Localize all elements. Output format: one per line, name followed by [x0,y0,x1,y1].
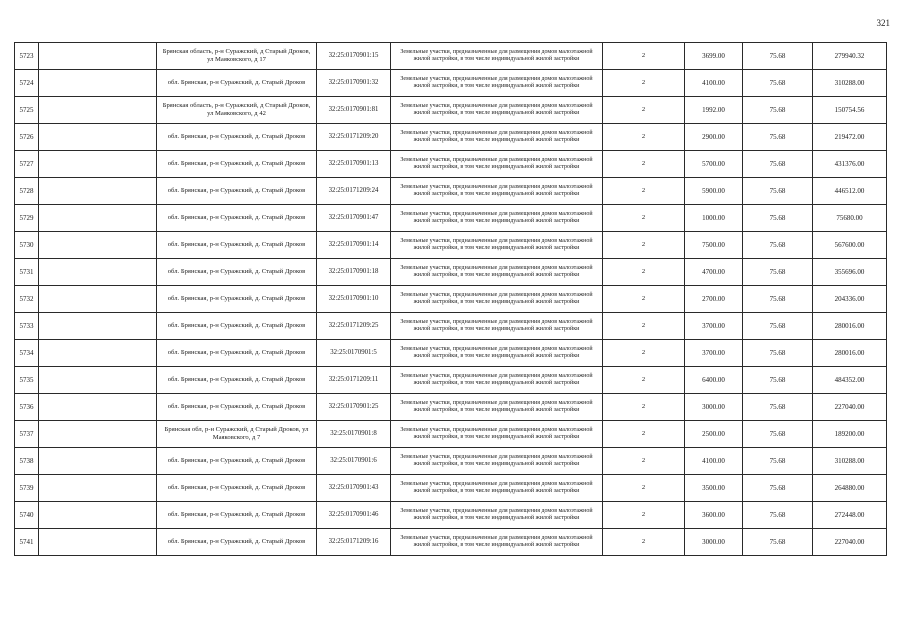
cadastral-value-cell: 264880.00 [813,475,887,502]
cadastral-number-cell: 32:25:0171209:20 [317,124,391,151]
area-cell: 3500.00 [685,475,743,502]
table-row [15,259,887,286]
table-row [15,124,887,151]
land-use-cell: Земельные участки, предназначенные для размещения домов малоэтажной жилой застройки, в том числе индивидуальной жилой застройки [391,502,603,529]
address-cell: Брянская обл, р-н Суражский, д Старый Дроков, ул Маяковского, д 7 [157,421,317,448]
table-row [15,421,887,448]
group-cell: 2 [603,151,685,178]
row-number-cell: 5727 [15,151,39,178]
cadastral-number-cell: 32:25:0170901:32 [317,70,391,97]
cadastral-value-cell: 280016.00 [813,313,887,340]
table-row [15,286,887,313]
table-body [15,43,887,556]
table-row [15,205,887,232]
blank-cell [39,448,157,475]
cadastral-number-cell: 32:25:0170901:25 [317,394,391,421]
rate-cell: 75.68 [743,259,813,286]
cadastral-value-cell: 280016.00 [813,340,887,367]
land-use-cell: Земельные участки, предназначенные для размещения домов малоэтажной жилой застройки, в том числе индивидуальной жилой застройки [391,124,603,151]
rate-cell: 75.68 [743,70,813,97]
cadastral-number-cell: 32:25:0170901:47 [317,205,391,232]
address-cell: обл. Брянская, р-н Суражский, д. Старый Дроков [157,232,317,259]
group-cell: 2 [603,232,685,259]
address-cell: Брянская область, р-н Суражский, д Старый Дроков, ул Маяковского, д 17 [157,43,317,70]
table-row [15,502,887,529]
blank-cell [39,475,157,502]
rate-cell: 75.68 [743,205,813,232]
group-cell: 2 [603,70,685,97]
group-cell: 2 [603,205,685,232]
row-number-cell: 5736 [15,394,39,421]
area-cell: 3000.00 [685,529,743,556]
land-use-cell: Земельные участки, предназначенные для размещения домов малоэтажной жилой застройки, в том числе индивидуальной жилой застройки [391,367,603,394]
blank-cell [39,502,157,529]
cadastral-value-cell: 219472.00 [813,124,887,151]
area-cell: 2500.00 [685,421,743,448]
blank-cell [39,97,157,124]
rate-cell: 75.68 [743,124,813,151]
rate-cell: 75.68 [743,97,813,124]
cadastral-value-cell: 204336.00 [813,286,887,313]
group-cell: 2 [603,394,685,421]
rate-cell: 75.68 [743,529,813,556]
table-row [15,394,887,421]
area-cell: 3000.00 [685,394,743,421]
blank-cell [39,286,157,313]
area-cell: 4700.00 [685,259,743,286]
address-cell: обл. Брянская, р-н Суражский, д. Старый Дроков [157,286,317,313]
area-cell: 4100.00 [685,70,743,97]
cadastral-number-cell: 32:25:0170901:15 [317,43,391,70]
rate-cell: 75.68 [743,394,813,421]
area-cell: 4100.00 [685,448,743,475]
cadastral-value-cell: 310288.00 [813,448,887,475]
address-cell: обл. Брянская, р-н Суражский, д. Старый Дроков [157,448,317,475]
land-use-cell: Земельные участки, предназначенные для размещения домов малоэтажной жилой застройки, в том числе индивидуальной жилой застройки [391,259,603,286]
cadastral-number-cell: 32:25:0171209:11 [317,367,391,394]
table-row [15,232,887,259]
rate-cell: 75.68 [743,286,813,313]
page-number: 321 [876,18,890,28]
area-cell: 3700.00 [685,340,743,367]
area-cell: 5700.00 [685,151,743,178]
blank-cell [39,313,157,340]
cadastral-number-cell: 32:25:0170901:6 [317,448,391,475]
address-cell: обл. Брянская, р-н Суражский, д. Старый Дроков [157,475,317,502]
cadastral-number-cell: 32:25:0171209:24 [317,178,391,205]
area-cell: 3699.00 [685,43,743,70]
table-row [15,340,887,367]
group-cell: 2 [603,475,685,502]
cadastral-number-cell: 32:25:0170901:5 [317,340,391,367]
group-cell: 2 [603,124,685,151]
table-row [15,97,887,124]
cadastral-value-cell: 279940.32 [813,43,887,70]
cadastral-number-cell: 32:25:0170901:13 [317,151,391,178]
address-cell: обл. Брянская, р-н Суражский, д. Старый Дроков [157,367,317,394]
area-cell: 1992.00 [685,97,743,124]
cadastral-number-cell: 32:25:0170901:46 [317,502,391,529]
row-number-cell: 5726 [15,124,39,151]
group-cell: 2 [603,421,685,448]
rate-cell: 75.68 [743,232,813,259]
rate-cell: 75.68 [743,43,813,70]
table-row [15,448,887,475]
cadastral-number-cell: 32:25:0170901:8 [317,421,391,448]
area-cell: 7500.00 [685,232,743,259]
row-number-cell: 5735 [15,367,39,394]
address-cell: обл. Брянская, р-н Суражский, д. Старый Дроков [157,340,317,367]
area-cell: 1000.00 [685,205,743,232]
address-cell: обл. Брянская, р-н Суражский, д. Старый Дроков [157,259,317,286]
group-cell: 2 [603,502,685,529]
cadastral-value-cell: 189200.00 [813,421,887,448]
group-cell: 2 [603,448,685,475]
cadastral-number-cell: 32:25:0170901:43 [317,475,391,502]
rate-cell: 75.68 [743,367,813,394]
land-use-cell: Земельные участки, предназначенные для размещения домов малоэтажной жилой застройки, в том числе индивидуальной жилой застройки [391,232,603,259]
address-cell: обл. Брянская, р-н Суражский, д. Старый Дроков [157,178,317,205]
area-cell: 6400.00 [685,367,743,394]
cadastral-number-cell: 32:25:0170901:10 [317,286,391,313]
land-use-cell: Земельные участки, предназначенные для размещения домов малоэтажной жилой застройки, в том числе индивидуальной жилой застройки [391,43,603,70]
group-cell: 2 [603,529,685,556]
cadastral-number-cell: 32:25:0170901:81 [317,97,391,124]
land-use-cell: Земельные участки, предназначенные для размещения домов малоэтажной жилой застройки, в том числе индивидуальной жилой застройки [391,421,603,448]
land-use-cell: Земельные участки, предназначенные для размещения домов малоэтажной жилой застройки, в том числе индивидуальной жилой застройки [391,97,603,124]
row-number-cell: 5734 [15,340,39,367]
group-cell: 2 [603,367,685,394]
cadastral-value-cell: 227040.00 [813,529,887,556]
cadastral-number-cell: 32:25:0170901:14 [317,232,391,259]
rate-cell: 75.68 [743,421,813,448]
rate-cell: 75.68 [743,502,813,529]
cadastral-number-cell: 32:25:0171209:16 [317,529,391,556]
land-use-cell: Земельные участки, предназначенные для размещения домов малоэтажной жилой застройки, в том числе индивидуальной жилой застройки [391,340,603,367]
rate-cell: 75.68 [743,178,813,205]
address-cell: Брянская область, р-н Суражский, д Старый Дроков, ул Маяковского, д 42 [157,97,317,124]
row-number-cell: 5730 [15,232,39,259]
row-number-cell: 5731 [15,259,39,286]
row-number-cell: 5728 [15,178,39,205]
land-use-cell: Земельные участки, предназначенные для размещения домов малоэтажной жилой застройки, в том числе индивидуальной жилой застройки [391,178,603,205]
blank-cell [39,421,157,448]
rate-cell: 75.68 [743,475,813,502]
cadastral-value-cell: 567600.00 [813,232,887,259]
blank-cell [39,232,157,259]
address-cell: обл. Брянская, р-н Суражский, д. Старый Дроков [157,529,317,556]
table-row [15,367,887,394]
cadastral-value-cell: 150754.56 [813,97,887,124]
area-cell: 5900.00 [685,178,743,205]
row-number-cell: 5740 [15,502,39,529]
land-use-cell: Земельные участки, предназначенные для размещения домов малоэтажной жилой застройки, в том числе индивидуальной жилой застройки [391,151,603,178]
table-row [15,70,887,97]
blank-cell [39,151,157,178]
blank-cell [39,394,157,421]
cadastral-value-cell: 431376.00 [813,151,887,178]
row-number-cell: 5733 [15,313,39,340]
table-row [15,151,887,178]
row-number-cell: 5725 [15,97,39,124]
address-cell: обл. Брянская, р-н Суражский, д. Старый Дроков [157,151,317,178]
group-cell: 2 [603,178,685,205]
group-cell: 2 [603,313,685,340]
rate-cell: 75.68 [743,151,813,178]
blank-cell [39,124,157,151]
blank-cell [39,205,157,232]
group-cell: 2 [603,286,685,313]
table-row [15,313,887,340]
address-cell: обл. Брянская, р-н Суражский, д. Старый Дроков [157,124,317,151]
blank-cell [39,259,157,286]
blank-cell [39,178,157,205]
cadastral-number-cell: 32:25:0171209:25 [317,313,391,340]
cadastral-value-cell: 227040.00 [813,394,887,421]
cadastral-value-cell: 75680.00 [813,205,887,232]
area-cell: 3700.00 [685,313,743,340]
address-cell: обл. Брянская, р-н Суражский, д. Старый Дроков [157,313,317,340]
cadastral-value-cell: 446512.00 [813,178,887,205]
blank-cell [39,43,157,70]
group-cell: 2 [603,340,685,367]
group-cell: 2 [603,43,685,70]
row-number-cell: 5739 [15,475,39,502]
cadastral-value-cell: 272448.00 [813,502,887,529]
table-row [15,43,887,70]
rate-cell: 75.68 [743,340,813,367]
row-number-cell: 5741 [15,529,39,556]
land-use-cell: Земельные участки, предназначенные для размещения домов малоэтажной жилой застройки, в том числе индивидуальной жилой застройки [391,70,603,97]
cadastral-value-cell: 484352.00 [813,367,887,394]
land-use-cell: Земельные участки, предназначенные для размещения домов малоэтажной жилой застройки, в том числе индивидуальной жилой застройки [391,475,603,502]
row-number-cell: 5738 [15,448,39,475]
cadastral-value-table [14,42,887,556]
address-cell: обл. Брянская, р-н Суражский, д. Старый Дроков [157,394,317,421]
area-cell: 2700.00 [685,286,743,313]
address-cell: обл. Брянская, р-н Суражский, д. Старый Дроков [157,502,317,529]
group-cell: 2 [603,259,685,286]
blank-cell [39,529,157,556]
land-use-cell: Земельные участки, предназначенные для размещения домов малоэтажной жилой застройки, в том числе индивидуальной жилой застройки [391,529,603,556]
group-cell: 2 [603,97,685,124]
land-use-cell: Земельные участки, предназначенные для размещения домов малоэтажной жилой застройки, в том числе индивидуальной жилой застройки [391,313,603,340]
blank-cell [39,340,157,367]
address-cell: обл. Брянская, р-н Суражский, д. Старый Дроков [157,70,317,97]
address-cell: обл. Брянская, р-н Суражский, д. Старый Дроков [157,205,317,232]
table-row [15,529,887,556]
row-number-cell: 5724 [15,70,39,97]
land-use-cell: Земельные участки, предназначенные для размещения домов малоэтажной жилой застройки, в том числе индивидуальной жилой застройки [391,394,603,421]
cadastral-number-cell: 32:25:0170901:18 [317,259,391,286]
cadastral-table-wrap [14,42,886,556]
land-use-cell: Земельные участки, предназначенные для размещения домов малоэтажной жилой застройки, в том числе индивидуальной жилой застройки [391,448,603,475]
rate-cell: 75.68 [743,448,813,475]
land-use-cell: Земельные участки, предназначенные для размещения домов малоэтажной жилой застройки, в том числе индивидуальной жилой застройки [391,286,603,313]
area-cell: 3600.00 [685,502,743,529]
blank-cell [39,70,157,97]
cadastral-value-cell: 355696.00 [813,259,887,286]
row-number-cell: 5729 [15,205,39,232]
table-row [15,475,887,502]
row-number-cell: 5737 [15,421,39,448]
table-row [15,178,887,205]
row-number-cell: 5732 [15,286,39,313]
rate-cell: 75.68 [743,313,813,340]
land-use-cell: Земельные участки, предназначенные для размещения домов малоэтажной жилой застройки, в том числе индивидуальной жилой застройки [391,205,603,232]
area-cell: 2900.00 [685,124,743,151]
blank-cell [39,367,157,394]
row-number-cell: 5723 [15,43,39,70]
cadastral-value-cell: 310288.00 [813,70,887,97]
